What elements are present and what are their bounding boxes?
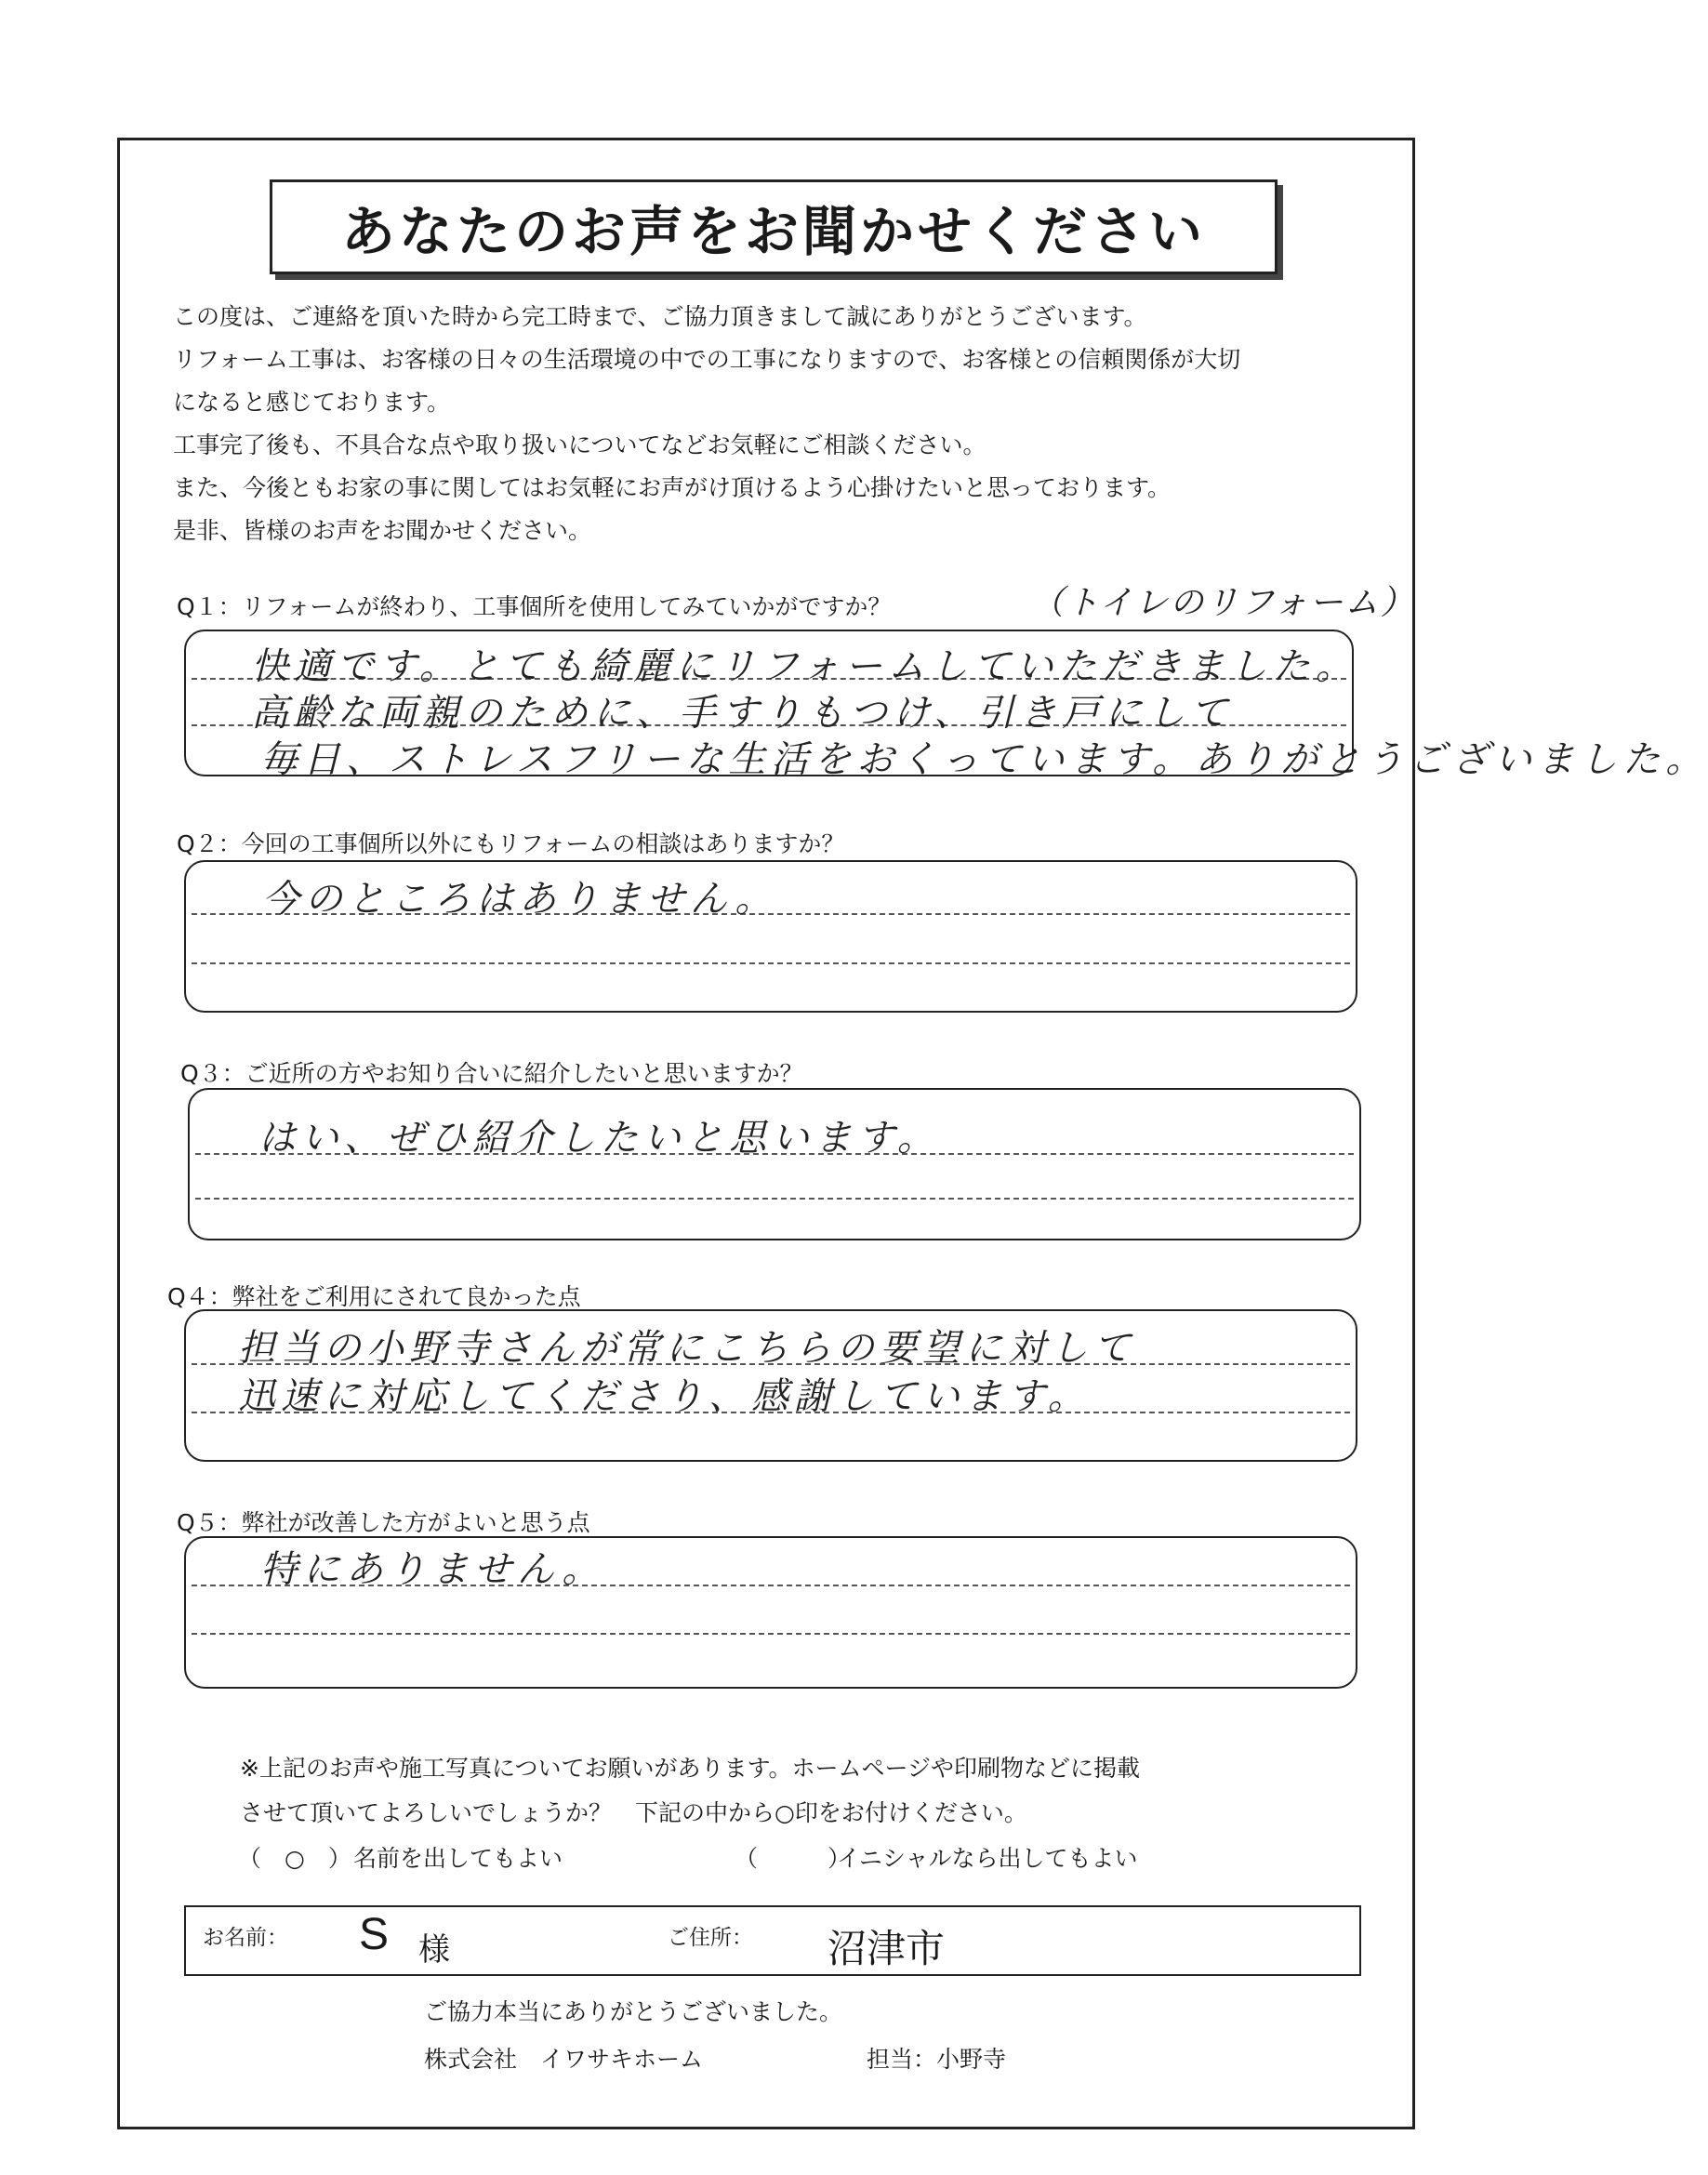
address-value: 沼津市 [828,1926,946,1971]
intro-text [173,296,1400,552]
question-1: Q１：リフォームが終わり、工事個所を使用してみていかがですか？ [177,593,892,620]
question-5: Q５：弊社が改善した方がよいと思う点 [177,1509,590,1536]
answer-box-4 [184,1309,1357,1462]
question-3: Q３：ご近所の方やお知り合いに紹介したいと思いますか？ [180,1060,803,1087]
intro-line: この度は、ご連絡を頂いた時から完工時まで、ご協力頂きまして誠にありがとうございます。 [173,303,1147,330]
answer-box-5 [184,1536,1357,1689]
answer-box-3 [188,1088,1361,1240]
question-1-handwritten-note: （トイレのリフォーム） [1030,584,1416,622]
answer-4-line-2: 迅速に対応してくださり、感謝しています。 [238,1375,1091,1418]
customer-info-box [184,1905,1361,1976]
intro-line: リフォーム工事は、お客様の日々の生活環境の中での工事になりますので、お客様との信頼関係が大切 [173,346,1241,373]
page-title: あなたのお声をお聞かせください [340,200,1206,263]
answer-1-line-2: 高齢な両親のために、手すりもつけ、引き戸にして [251,692,1234,735]
answer-3-line-1: はい、ぜひ紹介したいと思います。 [258,1117,940,1160]
option-1-mark: （ ○ ） [238,1845,351,1872]
option-2-label: イニシャルなら出してもよい [837,1845,1138,1872]
option-1-label: 名前を出してもよい [353,1845,563,1872]
company-name: 株式会社 イワサキホーム [424,2046,704,2073]
answer-box-2 [184,860,1357,1013]
answer-4-line-1: 担当の小野寺さんが常にこちらの要望に対して [238,1327,1136,1370]
question-4: Q４：弊社をご利用にされて良かった点 [167,1283,581,1310]
address-label: ご住所： [668,1926,753,1950]
intro-line: になると感じております。 [173,389,451,416]
staff-name: 担当：小野寺 [867,2046,1007,2073]
permission-line-2: させて頂いてよろしいでしょうか？ 下記の中から○印をお付けください。 [240,1799,1027,1826]
closing-thanks: ご協力本当にありがとうございました。 [424,1998,843,2025]
option-2-mark: （ ） [735,1845,852,1872]
name-value: S [359,1910,390,1959]
permission-line-1: ※上記のお声や施工写真についてお願いがあります。ホームページや印刷物などに掲載 [240,1755,1140,1782]
question-2: Q２：今回の工事個所以外にもリフォームの相談はありますか？ [177,830,845,857]
name-honorific: 様 [418,1931,450,1969]
answer-1-line-3: 毎日、ストレスフリーな生活をおくっています。ありがとうございました。 [260,738,1708,781]
intro-line: 工事完了後も、不具合な点や取り扱いについてなどお気軽にご相談ください。 [173,431,986,458]
intro-line: 是非、皆様のお声をお聞かせください。 [173,517,592,544]
answer-5-line-1: 特にありません。 [260,1548,605,1591]
answer-2-line-1: 今のところはありません。 [262,878,778,921]
intro-line: また、今後ともお家の事に関してはお気軽にお声がけ頂けるよう心掛けたいと思っております。 [173,474,1172,501]
answer-1-line-1: 快適です。とても綺麗にリフォームしていただきました。 [251,645,1358,688]
title-box [270,179,1278,274]
name-label: お名前： [203,1926,288,1950]
answer-box-1 [184,630,1708,781]
